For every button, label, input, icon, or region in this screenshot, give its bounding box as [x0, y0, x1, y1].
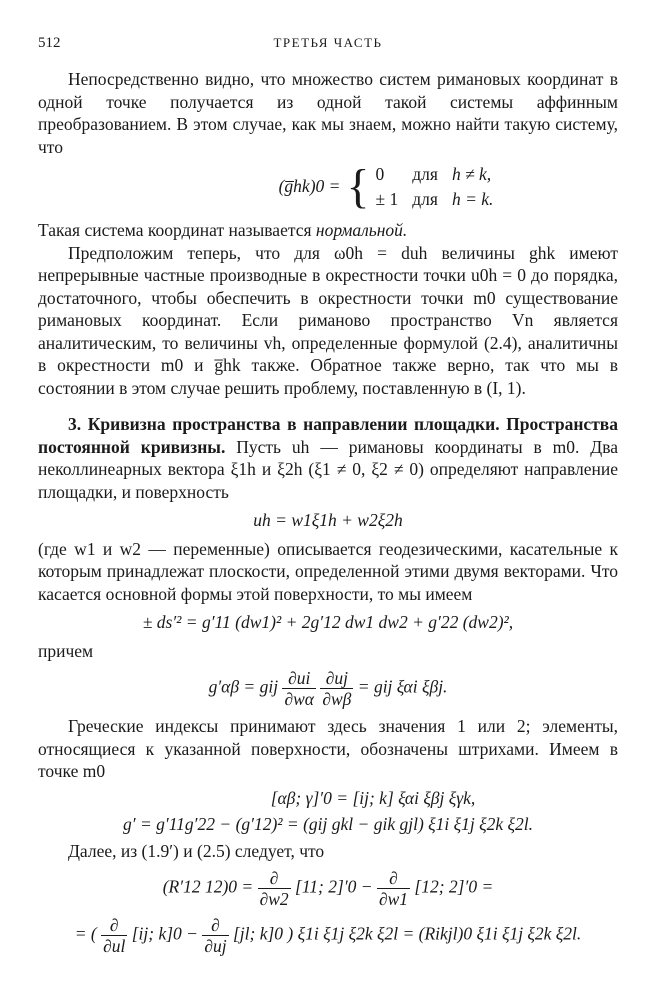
- fraction-denominator: ∂wβ: [322, 689, 352, 709]
- fraction-numerator: ∂: [377, 868, 410, 889]
- fraction-numerator: ∂: [258, 868, 291, 889]
- case-word: для: [412, 164, 438, 184]
- section-3: [38, 413, 618, 503]
- case-value: 0: [375, 164, 385, 184]
- fraction-denominator: ∂wα: [284, 689, 314, 709]
- equation-normal-system: [168, 159, 618, 213]
- fraction: [377, 868, 410, 909]
- equation-induced-metric: [38, 668, 618, 709]
- brace-icon: {: [346, 159, 370, 213]
- fraction-denominator: ∂w2: [259, 889, 289, 909]
- paragraph-intro: Непосредственно видно, что множество систем римановых координат в одной точке получается из одной такой системы аффинным преобразованием. В этом случае, как мы знаем, можно найти такую систему, что: [38, 69, 618, 157]
- running-title: ТРЕТЬЯ ЧАСТЬ: [273, 35, 383, 50]
- fraction-numerator: ∂uj: [320, 668, 353, 689]
- equation-lhs: (g̅hk)0 =: [278, 176, 341, 197]
- paragraph-normal: [38, 219, 618, 242]
- equation-christoffel: [αβ; γ]′0 = [ij; k] ξαi ξβj ξγk,: [270, 787, 476, 808]
- paragraph-further: Далее, из (1.9′) и (2.5) следует, что: [68, 840, 325, 861]
- normal-text: Такая система координат называется: [38, 220, 316, 240]
- fraction-numerator: ∂ui: [282, 668, 316, 689]
- page-header: [38, 32, 618, 54]
- eq8-mid: [ij; k]0 −: [131, 923, 198, 944]
- equation-surface: uh = w1ξ1h + w2ξ2h: [253, 510, 403, 530]
- book-page: [38, 32, 618, 962]
- fraction-numerator: ∂: [101, 915, 127, 936]
- eq7-lhs: (R′12 12)0 =: [162, 876, 254, 897]
- fraction-denominator: ∂ul: [103, 936, 126, 956]
- case-value: ± 1: [375, 188, 399, 209]
- fraction-denominator: ∂w1: [378, 889, 409, 909]
- page-number: 512: [38, 35, 61, 51]
- normal-term: нормальной.: [315, 220, 408, 240]
- eq7-mid: [11; 2]′0 −: [295, 876, 373, 897]
- case-condition: h ≠ k,: [451, 164, 492, 184]
- eq4-rhs: = gij ξαi ξβj.: [357, 676, 448, 697]
- word-prichem: причем: [38, 640, 94, 661]
- eq7-rhs: [12; 2]′0 =: [414, 876, 494, 897]
- fraction: [320, 668, 353, 709]
- section-text: Пусть uh — римановы координаты в m0. Два неколлинеарных вектора ξ1h и ξ2h (ξ1 ≠ 0, ξ2 ≠ 0) определяют направление площадки, и поверхность: [38, 436, 619, 502]
- case-word: для: [412, 188, 438, 209]
- fraction: [282, 668, 316, 709]
- paragraph-geodesic: (где w1 и w2 — переменные) описывается геодезическими, касательные к которым принадлежат плоскости, определенной этими двумя векторами. Что касается основной формы этой поверхности, то мы имеем: [38, 538, 618, 604]
- fraction-numerator: ∂: [202, 915, 228, 936]
- eq8-rhs: [jl; k]0 ) ξ1i ξ1j ξ2k ξ2l = (Rikjl)0 ξ1i ξ1j ξ2k ξ2l.: [232, 923, 582, 944]
- section-title: 3. Кривизна пространства в направлении площадки. Пространства постоянной кривизны.: [38, 414, 618, 457]
- paragraph-greek: Греческие индексы принимают здесь значения 1 или 2; элементы, относящиеся к указанной поверхности, обозначены штрихами. Имеем в точке m0: [38, 716, 618, 781]
- equation-determinant: g′ = g′11g′22 − (g′12)² = (gij gkl − gik gjl) ξ1i ξ1j ξ2k ξ2l.: [123, 814, 533, 834]
- equation-curvature-1: [38, 868, 618, 909]
- fraction: [202, 915, 228, 956]
- fraction: [258, 868, 291, 909]
- paragraph-assumption: Предположим теперь, что для ω0h = duh величины ghk имеют непрерывные частные производные в окрестности точки u0h = 0 до порядка, достаточного, чтобы обеспечить в окрестности точки m0 существование римановых координат. Если риманово пространство Vn является аналитическим, то величины vh, определенные формулой (2.4), аналитичны в окрестности m0 и g̅hk также. Обратное также верно, так что мы в состоянии в этом случае решить проблему, поставленную в (I, 1).: [38, 242, 618, 398]
- case-condition: h = k.: [451, 188, 494, 209]
- eq4-lhs: g′αβ = gij: [208, 676, 279, 697]
- equation-curvature-2: [38, 915, 618, 956]
- eq8-lead: = (: [74, 923, 97, 944]
- equation-metric: ± ds′² = g′11 (dw1)² + 2g′12 dw1 dw2 + g′22 (dw2)²,: [142, 612, 514, 632]
- fraction: [101, 915, 127, 956]
- fraction-denominator: ∂uj: [204, 936, 227, 956]
- cases-table: [376, 162, 508, 211]
